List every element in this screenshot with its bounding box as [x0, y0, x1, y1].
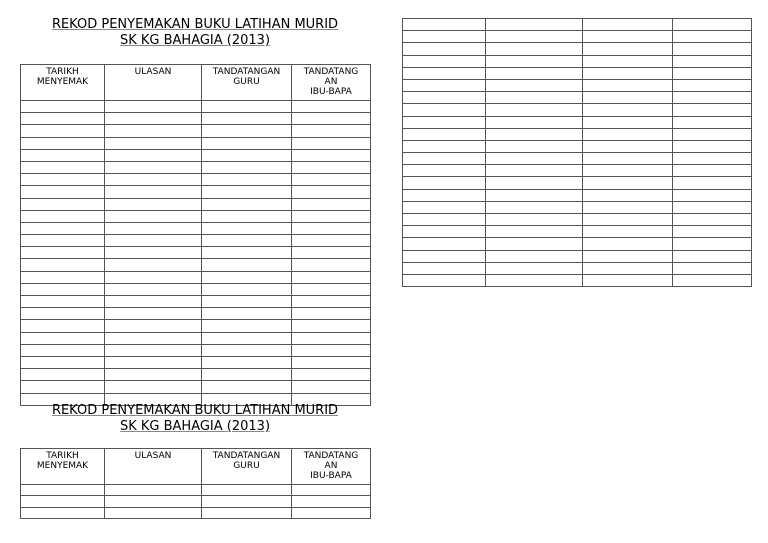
table-cell — [292, 113, 371, 125]
table-cell — [583, 214, 673, 226]
record-table-right — [402, 18, 752, 287]
table-row — [403, 55, 752, 67]
table-row — [21, 235, 371, 247]
table-cell — [292, 125, 371, 137]
table-row — [403, 274, 752, 286]
table-cell — [673, 92, 752, 104]
table-row — [21, 283, 371, 295]
column-header-remarks: ULASAN — [105, 449, 202, 485]
table-cell — [583, 201, 673, 213]
table-row — [21, 332, 371, 344]
table-cell — [486, 226, 583, 238]
table-row — [403, 214, 752, 226]
table-cell — [486, 140, 583, 152]
table-cell — [202, 369, 292, 381]
table-cell — [21, 369, 105, 381]
table-cell — [105, 320, 202, 332]
table-cell — [292, 320, 371, 332]
table-cell — [105, 125, 202, 137]
column-header-remarks: ULASAN — [105, 65, 202, 101]
table-row — [403, 177, 752, 189]
table-cell — [486, 19, 583, 31]
table-row — [403, 153, 752, 165]
table-cell — [105, 186, 202, 198]
table-cell — [105, 271, 202, 283]
record-title-bottom — [20, 403, 370, 435]
record-title-line1: REKOD PENYEMAKAN BUKU LATIHAN MURID — [51, 403, 339, 418]
table-cell — [583, 104, 673, 116]
table-cell — [105, 296, 202, 308]
record-title-line2: SK KG BAHAGIA (2013) — [119, 33, 271, 48]
table-row — [21, 174, 371, 186]
table-cell — [403, 189, 486, 201]
table-cell — [673, 177, 752, 189]
table-cell — [105, 332, 202, 344]
table-cell — [673, 226, 752, 238]
table-cell — [403, 43, 486, 55]
column-header-parent-signature: TANDATANG AN IBU-BAPA — [292, 65, 371, 101]
table-cell — [583, 189, 673, 201]
table-row — [21, 101, 371, 113]
table-cell — [202, 222, 292, 234]
column-header-date: TARIKH MENYEMAK — [21, 65, 105, 101]
table-cell — [21, 137, 105, 149]
table-row — [403, 189, 752, 201]
table-row — [21, 198, 371, 210]
table-cell — [292, 186, 371, 198]
table-cell — [202, 296, 292, 308]
record-table-bottom — [20, 448, 371, 519]
table-cell — [292, 332, 371, 344]
table-cell — [105, 369, 202, 381]
table-cell — [403, 201, 486, 213]
table-cell — [403, 92, 486, 104]
table-cell — [673, 165, 752, 177]
table-cell — [673, 55, 752, 67]
table-cell — [292, 271, 371, 283]
table-row — [403, 116, 752, 128]
table-cell — [583, 128, 673, 140]
table-row — [21, 271, 371, 283]
table-cell — [105, 247, 202, 259]
table-cell — [403, 262, 486, 274]
table-cell — [105, 101, 202, 113]
table-cell — [486, 238, 583, 250]
table-row — [21, 125, 371, 137]
table-cell — [21, 259, 105, 271]
table-cell — [673, 116, 752, 128]
table-cell — [292, 296, 371, 308]
table-cell — [486, 250, 583, 262]
table-cell — [202, 210, 292, 222]
table-row — [21, 149, 371, 161]
table-cell — [21, 210, 105, 222]
table-cell — [583, 31, 673, 43]
table-cell — [292, 235, 371, 247]
table-cell — [403, 140, 486, 152]
table-cell — [673, 104, 752, 116]
table-cell — [202, 271, 292, 283]
table-cell — [673, 250, 752, 262]
table-cell — [583, 262, 673, 274]
table-cell — [21, 247, 105, 259]
table-cell — [673, 238, 752, 250]
table-cell — [202, 344, 292, 356]
table-cell — [673, 274, 752, 286]
table-row — [403, 19, 752, 31]
table-cell — [105, 149, 202, 161]
table-cell — [583, 140, 673, 152]
table-cell — [292, 485, 371, 496]
table-cell — [583, 238, 673, 250]
table-cell — [486, 55, 583, 67]
table-cell — [673, 153, 752, 165]
table-cell — [673, 189, 752, 201]
table-row — [21, 161, 371, 173]
table-cell — [486, 104, 583, 116]
table-cell — [105, 174, 202, 186]
table-cell — [583, 79, 673, 91]
record-title-line2: SK KG BAHAGIA (2013) — [119, 419, 271, 434]
table-cell — [105, 198, 202, 210]
table-cell — [583, 55, 673, 67]
table-cell — [202, 113, 292, 125]
table-cell — [202, 381, 292, 393]
column-header-teacher-signature: TANDATANGAN GURU — [202, 449, 292, 485]
table-cell — [292, 369, 371, 381]
column-header-teacher-signature: TANDATANGAN GURU — [202, 65, 292, 101]
table-row — [403, 250, 752, 262]
table-cell — [403, 214, 486, 226]
table-cell — [673, 79, 752, 91]
table-cell — [202, 356, 292, 368]
table-cell — [673, 201, 752, 213]
table-row — [403, 262, 752, 274]
record-title-line1: REKOD PENYEMAKAN BUKU LATIHAN MURID — [51, 17, 339, 32]
table-cell — [583, 153, 673, 165]
table-cell — [486, 262, 583, 274]
table-cell — [21, 344, 105, 356]
record-table-top — [20, 64, 371, 406]
table-cell — [21, 320, 105, 332]
table-row — [21, 344, 371, 356]
table-cell — [292, 507, 371, 518]
table-cell — [21, 356, 105, 368]
table-cell — [486, 189, 583, 201]
table-cell — [21, 332, 105, 344]
table-cell — [292, 344, 371, 356]
table-cell — [673, 262, 752, 274]
table-cell — [202, 186, 292, 198]
table-cell — [21, 198, 105, 210]
table-cell — [403, 116, 486, 128]
table-row — [21, 137, 371, 149]
table-cell — [202, 161, 292, 173]
table-cell — [105, 485, 202, 496]
table-row — [21, 113, 371, 125]
table-row — [403, 104, 752, 116]
table-cell — [202, 198, 292, 210]
table-cell — [202, 149, 292, 161]
table-cell — [105, 113, 202, 125]
table-row — [21, 320, 371, 332]
table-cell — [292, 381, 371, 393]
table-cell — [105, 210, 202, 222]
table-cell — [21, 149, 105, 161]
table-cell — [292, 496, 371, 507]
table-cell — [105, 222, 202, 234]
table-cell — [403, 128, 486, 140]
table-row — [403, 43, 752, 55]
table-cell — [403, 67, 486, 79]
table-cell — [583, 67, 673, 79]
table-cell — [202, 125, 292, 137]
table-cell — [202, 332, 292, 344]
table-row — [21, 296, 371, 308]
table-cell — [583, 274, 673, 286]
table-cell — [21, 308, 105, 320]
table-cell — [673, 214, 752, 226]
table-row — [21, 222, 371, 234]
column-header-parent-signature: TANDATANG AN IBU-BAPA — [292, 449, 371, 485]
table-cell — [583, 165, 673, 177]
table-cell — [486, 116, 583, 128]
table-cell — [202, 308, 292, 320]
table-cell — [292, 210, 371, 222]
table-cell — [105, 235, 202, 247]
table-cell — [583, 177, 673, 189]
table-cell — [403, 165, 486, 177]
table-cell — [202, 235, 292, 247]
table-cell — [21, 235, 105, 247]
table-cell — [292, 222, 371, 234]
table-cell — [21, 496, 105, 507]
table-cell — [202, 101, 292, 113]
table-cell — [486, 177, 583, 189]
table-cell — [292, 198, 371, 210]
table-cell — [673, 67, 752, 79]
table-cell — [403, 177, 486, 189]
table-row — [403, 226, 752, 238]
table-cell — [403, 31, 486, 43]
table-cell — [673, 43, 752, 55]
table-cell — [292, 259, 371, 271]
table-cell — [486, 165, 583, 177]
table-cell — [21, 125, 105, 137]
table-row — [403, 67, 752, 79]
table-cell — [21, 113, 105, 125]
record-title-top — [20, 17, 370, 49]
table-row — [21, 496, 371, 507]
table-cell — [403, 250, 486, 262]
table-row — [403, 31, 752, 43]
table-row — [403, 140, 752, 152]
table-row — [403, 165, 752, 177]
table-cell — [673, 19, 752, 31]
table-cell — [202, 174, 292, 186]
table-cell — [292, 137, 371, 149]
table-cell — [583, 250, 673, 262]
table-cell — [202, 320, 292, 332]
table-cell — [403, 19, 486, 31]
table-cell — [486, 43, 583, 55]
table-cell — [105, 356, 202, 368]
table-cell — [403, 104, 486, 116]
table-cell — [21, 283, 105, 295]
table-cell — [486, 201, 583, 213]
table-cell — [202, 485, 292, 496]
table-cell — [105, 496, 202, 507]
table-cell — [21, 174, 105, 186]
table-cell — [486, 31, 583, 43]
table-cell — [486, 92, 583, 104]
table-cell — [105, 381, 202, 393]
table-cell — [202, 259, 292, 271]
table-cell — [21, 296, 105, 308]
table-cell — [292, 247, 371, 259]
table-row — [21, 507, 371, 518]
table-cell — [105, 137, 202, 149]
table-cell — [292, 356, 371, 368]
table-cell — [583, 116, 673, 128]
table-cell — [403, 238, 486, 250]
table-cell — [21, 271, 105, 283]
table-cell — [21, 485, 105, 496]
table-cell — [202, 283, 292, 295]
table-cell — [583, 92, 673, 104]
table-row — [21, 247, 371, 259]
table-row — [403, 92, 752, 104]
table-row — [403, 201, 752, 213]
table-cell — [202, 496, 292, 507]
table-cell — [486, 214, 583, 226]
table-cell — [21, 507, 105, 518]
table-cell — [105, 344, 202, 356]
table-cell — [105, 259, 202, 271]
table-row — [403, 238, 752, 250]
table-row — [21, 259, 371, 271]
table-cell — [403, 55, 486, 67]
table-row — [403, 79, 752, 91]
table-row — [21, 186, 371, 198]
table-cell — [21, 161, 105, 173]
table-cell — [105, 283, 202, 295]
table-cell — [292, 308, 371, 320]
table-cell — [403, 153, 486, 165]
table-cell — [21, 101, 105, 113]
table-cell — [292, 161, 371, 173]
table-cell — [105, 308, 202, 320]
table-row — [21, 210, 371, 222]
column-header-date: TARIKH MENYEMAK — [21, 449, 105, 485]
table-cell — [583, 19, 673, 31]
table-cell — [105, 507, 202, 518]
table-cell — [202, 247, 292, 259]
table-cell — [673, 31, 752, 43]
table-cell — [202, 507, 292, 518]
table-cell — [21, 381, 105, 393]
table-cell — [292, 149, 371, 161]
table-row — [21, 308, 371, 320]
table-cell — [105, 161, 202, 173]
table-cell — [486, 67, 583, 79]
table-cell — [403, 79, 486, 91]
table-cell — [292, 101, 371, 113]
table-cell — [583, 226, 673, 238]
table-row — [21, 381, 371, 393]
table-row — [21, 485, 371, 496]
table-row — [21, 356, 371, 368]
table-row — [403, 128, 752, 140]
table-cell — [202, 137, 292, 149]
table-cell — [486, 274, 583, 286]
table-cell — [292, 174, 371, 186]
table-cell — [486, 79, 583, 91]
table-row — [21, 369, 371, 381]
table-cell — [21, 222, 105, 234]
table-cell — [486, 153, 583, 165]
table-cell — [673, 140, 752, 152]
table-cell — [403, 274, 486, 286]
table-cell — [403, 226, 486, 238]
table-cell — [486, 128, 583, 140]
table-cell — [292, 283, 371, 295]
table-cell — [673, 128, 752, 140]
table-cell — [21, 186, 105, 198]
table-cell — [583, 43, 673, 55]
